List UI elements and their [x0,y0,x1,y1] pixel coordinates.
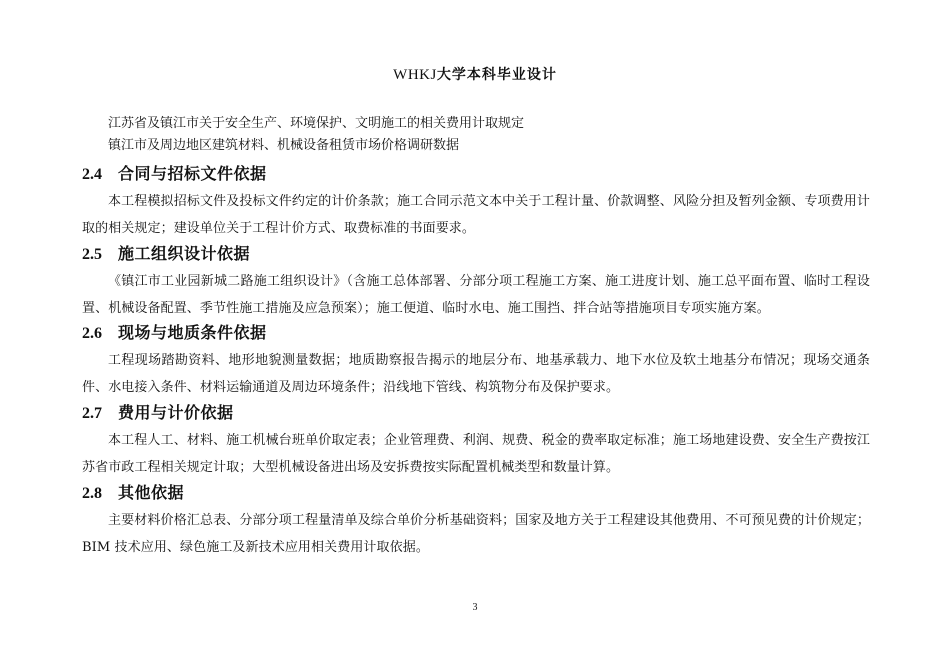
section-title: 其他依据 [118,483,185,502]
section-title: 合同与招标文件依据 [118,164,267,183]
section-paragraph: 本工程人工、材料、施工机械台班单价取定表；企业管理费、利润、规费、税金的费率取定标准；施工场地建设费、安全生产费按江苏省市政工程相关规定计取；大型机械设备进出场及安拆费按实际配置机械类型和数量计算。 [82,433,870,475]
section-paragraph: 工程现场踏勘资料、地形地貌测量数据；地质勘察报告揭示的地层分布、地基承载力、地下水位及软土地基分布情况；现场交通条件、水电接入条件、材料运输通道及周边环境条件；沿线地下管线、构筑物分布及保护要求。 [82,353,870,395]
section-paragraph: 《镇江市工业园新城二路施工组织设计》（含施工总体部署、分部分项工程施工方案、施工进度计划、施工总平面布置、临时工程设置、机械设备配置、季节性施工措施及应急预案）；施工便道、临时水电、施工围挡、拌合站等措施项目专项实施方案。 [82,274,870,316]
intro-line: 江苏省及镇江市关于安全生产、环境保护、文明施工的相关费用计取规定 [108,116,525,131]
section-number: 2.5 [82,246,102,263]
section-number: 2.7 [82,405,102,422]
section-title: 费用与计价依据 [118,403,234,422]
intro-line: 镇江市及周边地区建筑材料、机械设备租赁市场价格调研数据 [108,138,460,153]
header-school: 大学本科毕业设计 [436,67,557,83]
section-heading [82,162,870,187]
section-number: 2.4 [82,166,102,183]
section-title: 现场与地质条件依据 [118,323,267,342]
section-heading [82,401,870,426]
section-title: 施工组织设计依据 [118,244,251,263]
section-heading [82,481,870,506]
header-code: WHKJ [393,67,437,83]
page-number: 3 [472,602,478,613]
section-number: 2.6 [82,325,102,342]
section-paragraph: 本工程模拟招标文件及投标文件约定的计价条款；施工合同示范文本中关于工程计量、价款调整、风险分担及暂列金额、专项费用计取的相关规定；建设单位关于工程计价方式、取费标准的书面要求。 [82,194,870,236]
section-heading [82,321,870,346]
section-heading [82,242,870,267]
section-number: 2.8 [82,485,102,502]
section-paragraph: 主要材料价格汇总表、分部分项工程量清单及综合单价分析基础资料；国家及地方关于工程建设其他费用、不可预见费的计价规定；BIM 技术应用、绿色施工及新技术应用相关费用计取依据。 [82,513,870,555]
page-header [0,64,950,84]
